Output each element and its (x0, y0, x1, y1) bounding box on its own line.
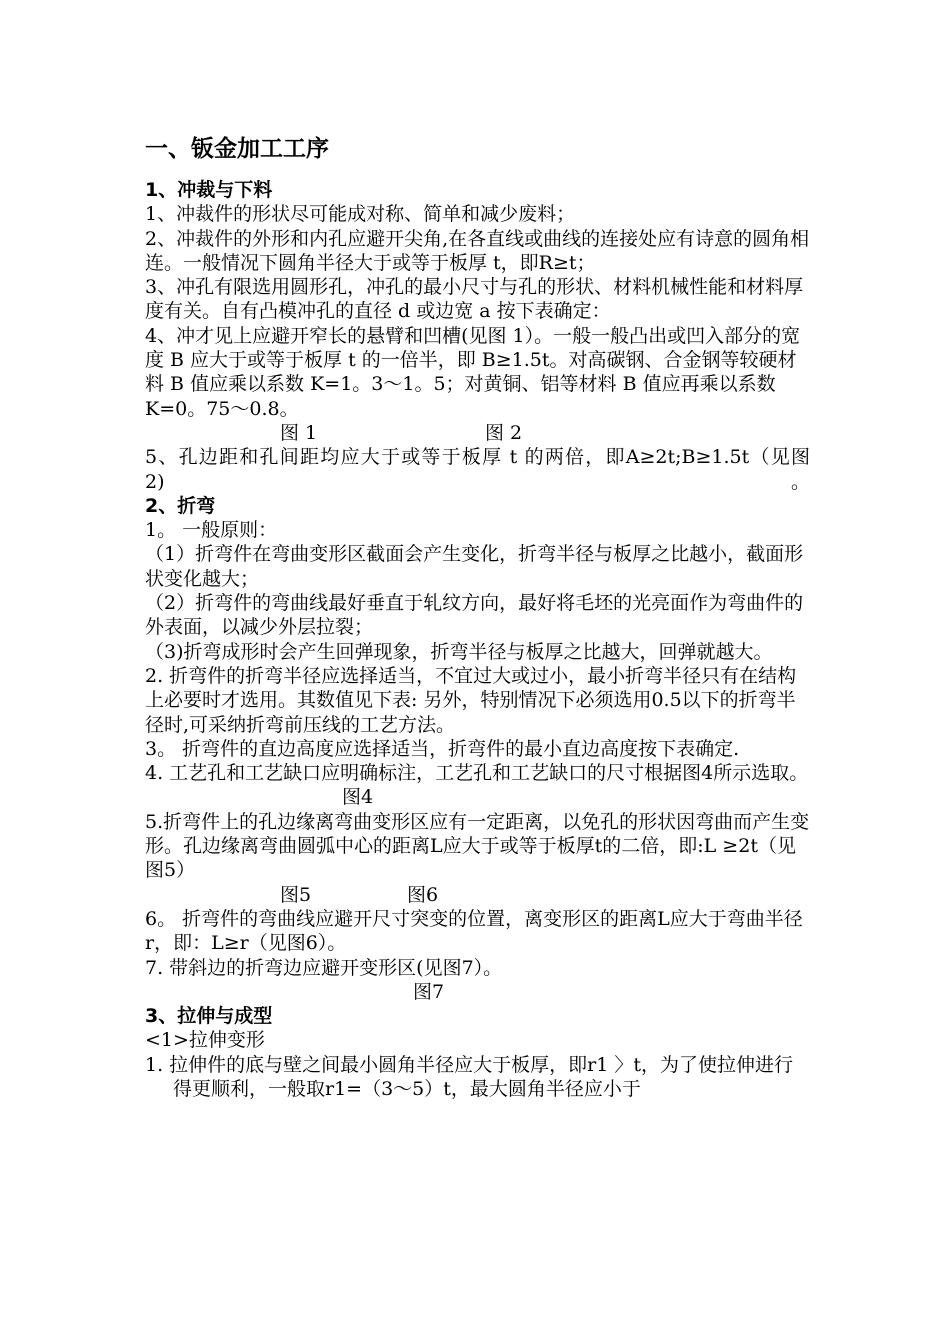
paragraph: 2. 折弯件的折弯半径应选择适当，不宜过大或过小，最小折弯半径只有在结构上必要时才选用。其数值见下表: 另外，特别情况下必须选用0.5以下的折弯半径时,可采纳折弯前压线的工艺方法。 (145, 664, 797, 736)
section-heading-bending: 2、折弯 (145, 494, 216, 517)
paragraph: 3、冲孔有限选用圆形孔，冲孔的最小尺寸与孔的形状、材料机械性能和材料厚度有关。自有凸模冲孔的直径 d 或边宽 a 按下表确定： (145, 276, 804, 323)
paragraph: （1）折弯件在弯曲变形区截面会产生变化，折弯半径与板厚之比越小，截面形状变化越大； (145, 543, 804, 590)
paragraph: 3。 折弯件的直边高度应选择适当，折弯件的最小直边高度按下表确定. (145, 737, 740, 760)
paragraph: 5.折弯件上的孔边缘离弯曲变形区应有一定距离，以免孔的形状因弯曲而产生变形。孔边缘离弯曲圆弧中心的距离L应大于或等于板厚t的二倍，即:L ≥2t（见图5） (145, 810, 810, 882)
paragraph: （2）折弯件的弯曲线最好垂直于轧纹方向，最好将毛坯的光亮面作为弯曲件的外表面，以减少外层拉裂； (145, 592, 804, 639)
figure-caption-row (145, 421, 810, 445)
paragraph: 7. 带斜边的折弯边应避开变形区(见图7）。 (145, 956, 503, 979)
paragraph: 2、冲裁件的外形和内孔应避开尖角,在各直线或曲线的连接处应有诗意的圆角相连。一般情况下圆角半径大于或等于板厚 t，即R≥t； (145, 227, 810, 274)
figure-caption-1: 图 1 (280, 421, 318, 444)
list-item: 1. 拉伸件的底与壁之间最小圆角半径应大于板厚，即r1 〉t，为了使拉伸进行得更顺利，一般取r1=（3～5）t，最大圆角半径应小于 (145, 1053, 794, 1100)
paragraph: （3)折弯成形时会产生回弹现象，折弯半径与板厚之比越大，回弹就越大。 (145, 640, 773, 663)
figure-caption-4: 图4 (342, 786, 374, 809)
figure-caption-2: 图 2 (485, 421, 523, 444)
paragraph: 6。 折弯件的弯曲线应避开尺寸突变的位置，离变形区的距离L应大于弯曲半径r，即：L≥r（见图6）。 (145, 907, 803, 955)
section-heading-blanking: 1、冲裁与下料 (145, 179, 273, 201)
paragraph: 1、冲裁件的形状尽可能成对称、简单和减少废料； (145, 203, 576, 226)
figure-caption-row (145, 883, 810, 907)
figure-caption-6: 图6 (407, 883, 439, 906)
figure-caption-row (145, 980, 810, 1004)
page-title: 一、钣金加工工序 (145, 136, 329, 162)
section-heading-drawing: 3、拉伸与成型 (145, 1005, 273, 1028)
paragraph: 5、孔边距和孔间距均应大于或等于板厚 t 的两倍，即A≥2t;B≥1.5t（见图 2)。 (145, 446, 810, 493)
paragraph: 4、冲才见上应避开窄长的悬臂和凹槽(见图 1）。一般一般凸出或凹入部分的宽度 B 应大于或等于板厚 t 的一倍半，即 B≥1.5t。对高碳钢、合金钢等较硬材料 B 值应乘以系数 K=1。3～1。5；对黄铜、铝等材料 B 值应再乘以系数 K=0。75～0.8。 (145, 324, 801, 420)
paragraph: 1。 一般原则： (145, 519, 278, 542)
paragraph: 4. 工艺孔和工艺缺口应明确标注，工艺孔和工艺缺口的尺寸根据图4所示选取。 (145, 762, 809, 785)
document-body (145, 132, 810, 1101)
subsection-heading: <1>拉伸变形 (145, 1029, 265, 1052)
figure-caption-5: 图5 (280, 883, 312, 906)
figure-caption-7: 图7 (413, 980, 445, 1003)
figure-caption-row (145, 785, 810, 809)
